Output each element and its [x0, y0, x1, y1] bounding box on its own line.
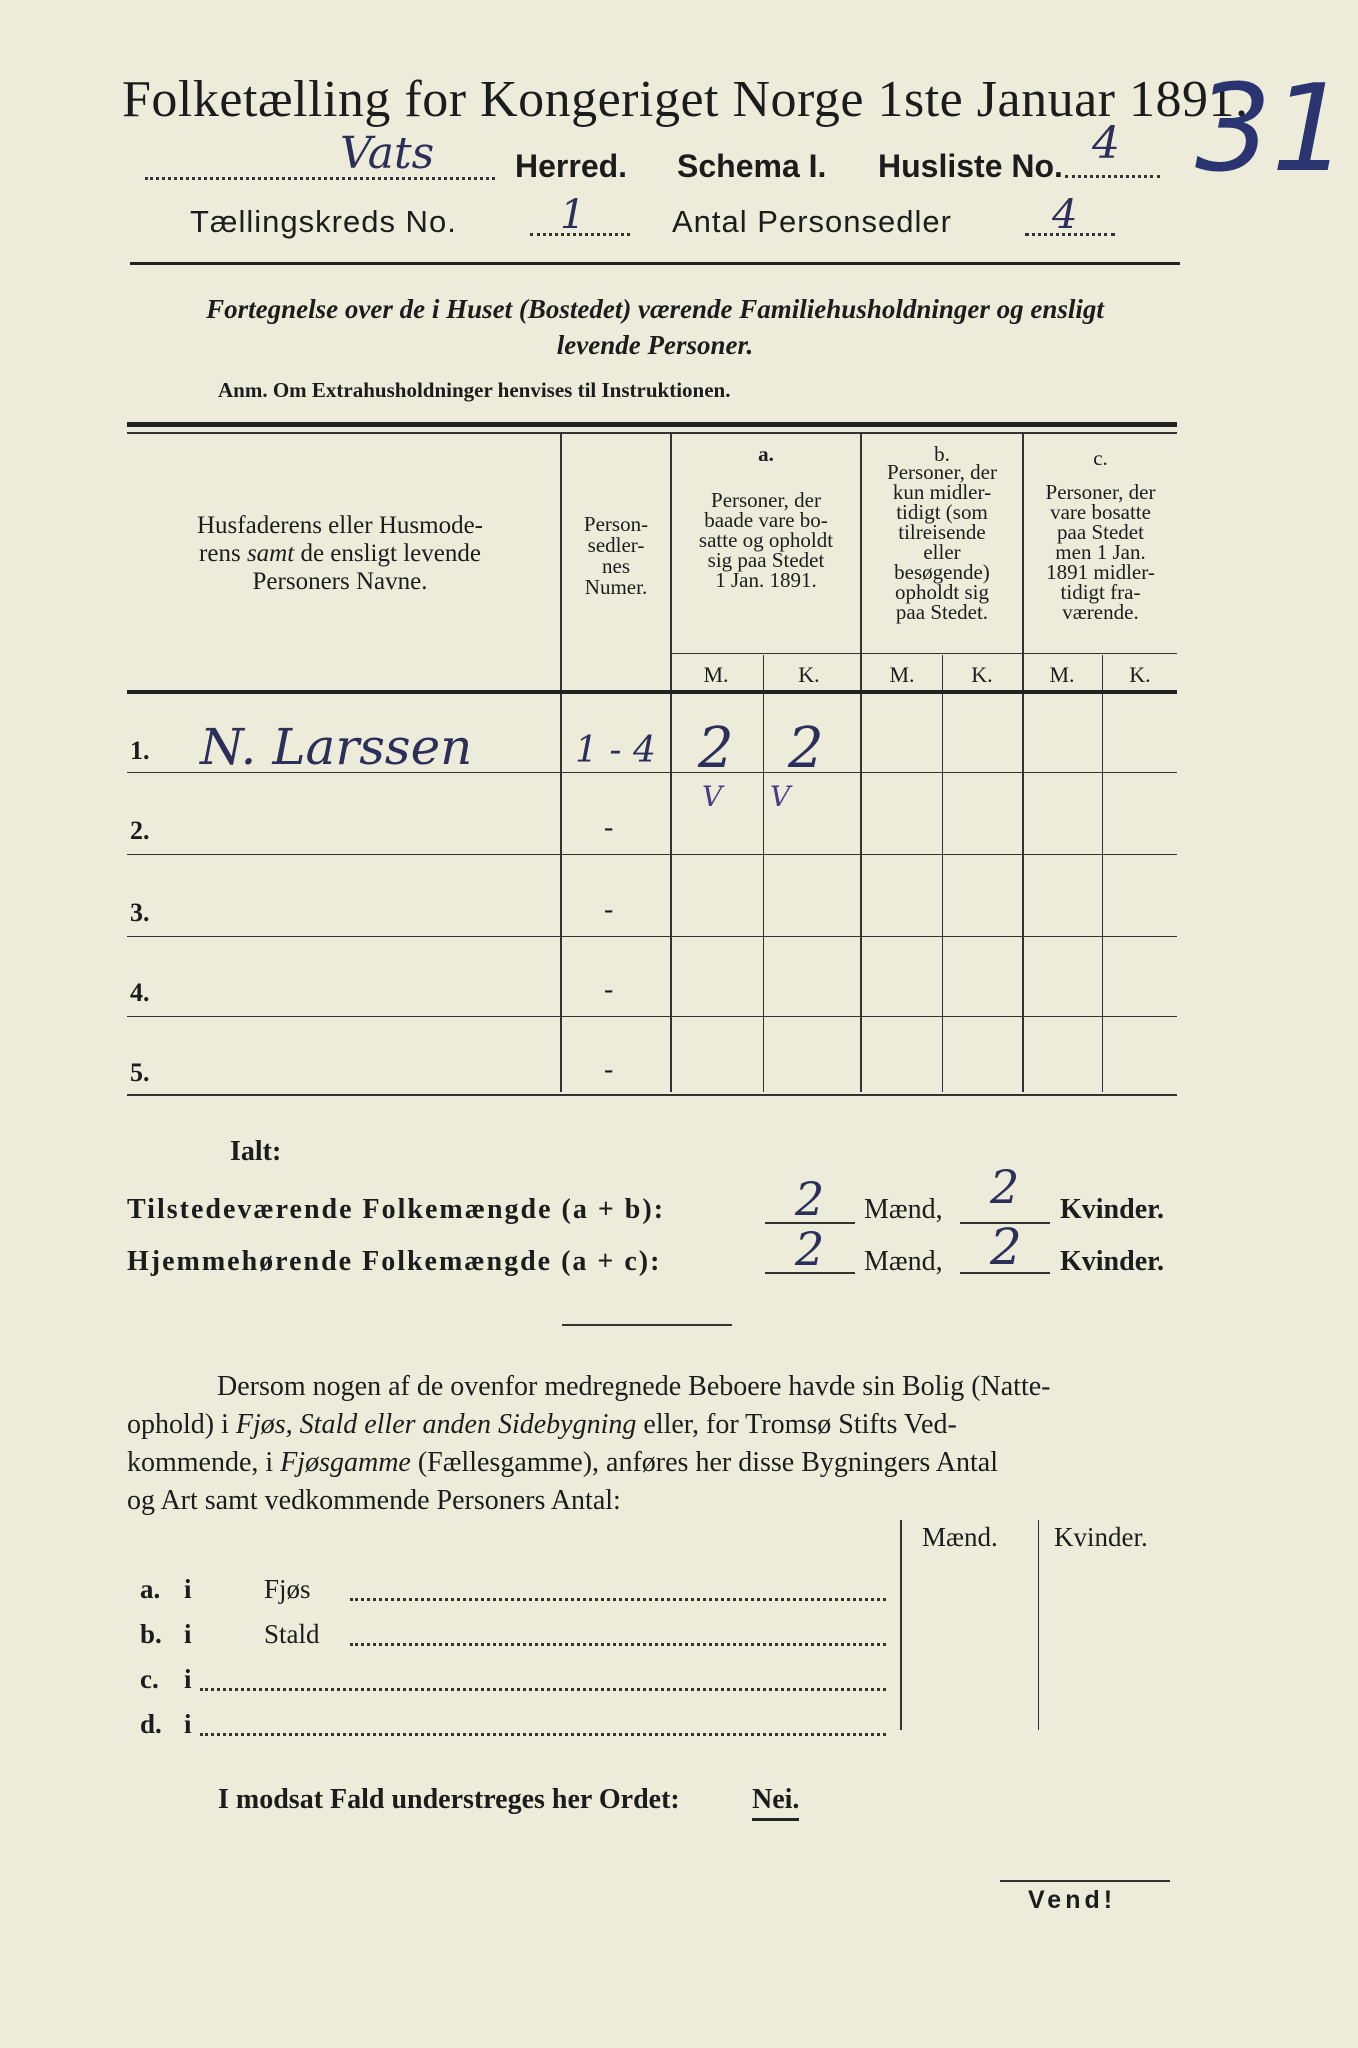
hjemme-kvinder: Kvinder. — [1060, 1246, 1164, 1277]
vend-label: Vend! — [1028, 1886, 1117, 1914]
divider-a-mk — [763, 655, 764, 1092]
kreds-label: Tællingskreds No. — [190, 204, 457, 239]
building-row-letter: d. — [140, 1709, 162, 1739]
divider-c-mk — [1102, 655, 1103, 1092]
col-b-line-5: eller — [923, 540, 961, 564]
note-paragraph — [127, 1368, 1177, 1520]
building-row-label: Stald — [264, 1619, 320, 1649]
table-top-rule-thin — [127, 432, 1177, 434]
mk-c-k: K. — [1129, 662, 1151, 687]
kreds-value: 1 — [560, 192, 586, 238]
col-c-line-6: tidigt fra- — [1060, 580, 1141, 604]
building-row-i: i — [184, 1619, 192, 1649]
mk-c-m: M. — [1049, 662, 1075, 687]
note-line-3a: kommende, i — [127, 1447, 281, 1478]
building-col-k: Kvinder. — [1054, 1522, 1148, 1552]
row-4-number: 4. — [130, 978, 150, 1007]
col-c-header — [1024, 482, 1177, 622]
col-c-line-5: 1891 midler- — [1046, 560, 1155, 584]
building-row-letter: c. — [140, 1664, 159, 1694]
form-title: Folketælling for Kongeriget Norge 1ste Januar 1891. — [122, 71, 1249, 128]
mk-b-k: K. — [971, 662, 993, 687]
building-divider-1 — [900, 1520, 902, 1730]
schema-label: Schema I. — [677, 148, 827, 184]
building-row — [140, 1619, 900, 1664]
mk-a-m: M. — [703, 662, 729, 687]
col-b-line-6: besøgende) — [894, 560, 990, 584]
row-1-check-k: V — [770, 780, 791, 813]
col-a-line-1: Personer, der — [711, 488, 821, 512]
col-names-line-2 — [130, 540, 550, 568]
col-names-line-2a: rens — [199, 540, 247, 567]
col-b-line-8: paa Stedet. — [895, 600, 989, 624]
row-5-number: 5. — [130, 1058, 150, 1087]
row-2-sedler: - — [604, 812, 614, 843]
husliste-label: Husliste No. — [878, 148, 1063, 184]
col-names-line-1: Husfaderens eller Husmode- — [196, 512, 483, 539]
row-5-sedler: - — [604, 1054, 614, 1085]
col-c-line-7: værende. — [1062, 600, 1139, 624]
personsedler-label: Antal Personsedler — [672, 204, 952, 239]
col-num-line-2: sedler- — [587, 533, 645, 557]
personsedler-value: 4 — [1052, 192, 1078, 238]
col-num-line-1: Person- — [583, 512, 649, 536]
mk-header-top-rule — [670, 653, 1177, 654]
col-b-letter: b. — [934, 442, 950, 466]
tilstede-kvinder: Kvinder. — [1060, 1194, 1164, 1225]
note-line-3 — [127, 1444, 1177, 1482]
tilstede-k-value: 2 — [990, 1160, 1020, 1214]
row-3-line — [127, 936, 1177, 937]
col-b-header — [862, 462, 1022, 622]
note-line-2c: eller, for Tromsø Stifts Ved- — [636, 1409, 957, 1440]
herred-dotted-line — [145, 160, 495, 180]
col-a-line-2: baade vare bo- — [704, 508, 828, 532]
tilstede-maend: Mænd, — [864, 1194, 943, 1225]
col-b-line-1: Personer, der — [887, 460, 997, 484]
col-c-line-1: Personer, der — [1045, 480, 1156, 504]
building-list — [140, 1574, 900, 1754]
note-line-2 — [127, 1406, 1177, 1444]
building-row-i: i — [184, 1664, 192, 1694]
building-row-dots — [200, 1733, 886, 1736]
building-col-m: Mænd. — [922, 1522, 998, 1552]
row-1-a-m: 2 — [698, 716, 734, 781]
note-line-2a: ophold) i — [127, 1409, 236, 1440]
anm-note: Anm. Om Extrahusholdninger henvises til Instruktionen. — [218, 378, 731, 402]
divider-b-mk — [942, 655, 943, 1092]
col-b-line-2: kun midler- — [892, 480, 992, 504]
building-divider-2 — [1038, 1520, 1039, 1730]
col-names-line-2c: de ensligt levende — [294, 540, 481, 567]
col-num-line-3: nes — [602, 554, 630, 578]
col-a-header — [672, 490, 860, 590]
modsat-label: I modsat Fald understreges her Ordet: — [218, 1784, 680, 1815]
mk-a-k: K. — [798, 662, 820, 687]
col-b-line-4: tilreisende — [898, 520, 986, 544]
col-b-line-3: tidigt (som — [896, 500, 988, 524]
building-row-dots — [200, 1688, 886, 1691]
col-b-line-7: opholdt sig — [895, 580, 989, 604]
building-row-label: Fjøs — [264, 1574, 311, 1604]
tilstede-m-value: 2 — [795, 1172, 825, 1226]
row-1-sedler: 1 - 4 — [575, 730, 656, 771]
building-row — [140, 1709, 900, 1754]
note-line-4: og Art samt vedkommende Personers Antal: — [127, 1485, 621, 1516]
corner-number: 31 — [1195, 60, 1348, 199]
building-row-dots — [350, 1598, 886, 1601]
herred-value: Vats — [340, 128, 435, 179]
col-names-line-3: Personers Navne. — [252, 568, 428, 595]
note-line-2b: Fjøs, Stald eller anden Sidebygning — [235, 1409, 637, 1440]
row-3-sedler: - — [604, 894, 614, 925]
husliste-value: 4 — [1092, 118, 1120, 169]
vend-rule — [1000, 1880, 1170, 1882]
col-names-line-2b: samt — [246, 540, 295, 567]
note-line-3c: (Fællesgamme), anføres her disse Bygningers Antal — [410, 1447, 998, 1478]
nei-word: Nei. — [752, 1784, 799, 1821]
row-4-line — [127, 1016, 1177, 1017]
hjemme-label: Hjemmehørende Folkemængde (a + c): — [127, 1246, 662, 1277]
col-c-line-4: men 1 Jan. — [1055, 540, 1146, 564]
col-a-line-5: 1 Jan. 1891. — [715, 568, 817, 592]
col-c-letter: c. — [1093, 446, 1108, 470]
building-row-letter: b. — [140, 1619, 162, 1649]
intro-line-2: levende Personer. — [556, 330, 754, 360]
row-1-name: N. Larssen — [200, 718, 473, 776]
header-bottom-rule — [127, 690, 1177, 694]
tilstede-label: Tilstedeværende Folkemængde (a + b): — [127, 1194, 666, 1225]
mk-b-m: M. — [889, 662, 915, 687]
building-row-i: i — [184, 1709, 192, 1739]
row-1-a-k: 2 — [788, 716, 824, 781]
col-names-header — [130, 512, 550, 596]
row-1-number: 1. — [130, 736, 150, 765]
row-1-check-m: V — [702, 780, 723, 813]
col-num-line-4: Numer. — [584, 575, 648, 599]
building-row-dots — [350, 1643, 886, 1646]
note-line-1: Dersom nogen af de ovenfor medregnede Beboere havde sin Bolig (Natte- — [217, 1371, 1051, 1402]
building-row-i: i — [184, 1574, 192, 1604]
header-rule — [130, 262, 1180, 265]
col-a-letter: a. — [758, 442, 774, 466]
col-a-line-3: satte og opholdt — [698, 528, 834, 552]
table-top-rule — [127, 422, 1177, 427]
section-divider — [562, 1324, 732, 1326]
building-row-letter: a. — [140, 1574, 161, 1604]
hjemme-k-value: 2 — [990, 1218, 1022, 1276]
row-2-line — [127, 854, 1177, 855]
ialt-label: Ialt: — [230, 1136, 282, 1167]
intro-line-1: Fortegnelse over de i Huset (Bostedet) værende Familiehusholdninger og ensligt — [206, 294, 1104, 324]
hjemme-m-value: 2 — [795, 1222, 825, 1276]
building-row — [140, 1574, 900, 1619]
row-4-sedler: - — [604, 974, 614, 1005]
hjemme-maend: Mænd, — [864, 1246, 943, 1277]
col-num-header — [562, 514, 670, 598]
row-3-number: 3. — [130, 898, 150, 927]
building-row — [140, 1664, 900, 1709]
col-c-line-2: vare bosatte — [1050, 500, 1151, 524]
col-c-line-3: paa Stedet — [1057, 520, 1144, 544]
herred-label: Herred. — [515, 148, 628, 184]
col-a-line-4: sig paa Stedet — [707, 548, 825, 572]
row-2-number: 2. — [130, 816, 150, 845]
row-5-line — [127, 1094, 1177, 1096]
note-line-3b: Fjøsgamme — [280, 1447, 411, 1478]
